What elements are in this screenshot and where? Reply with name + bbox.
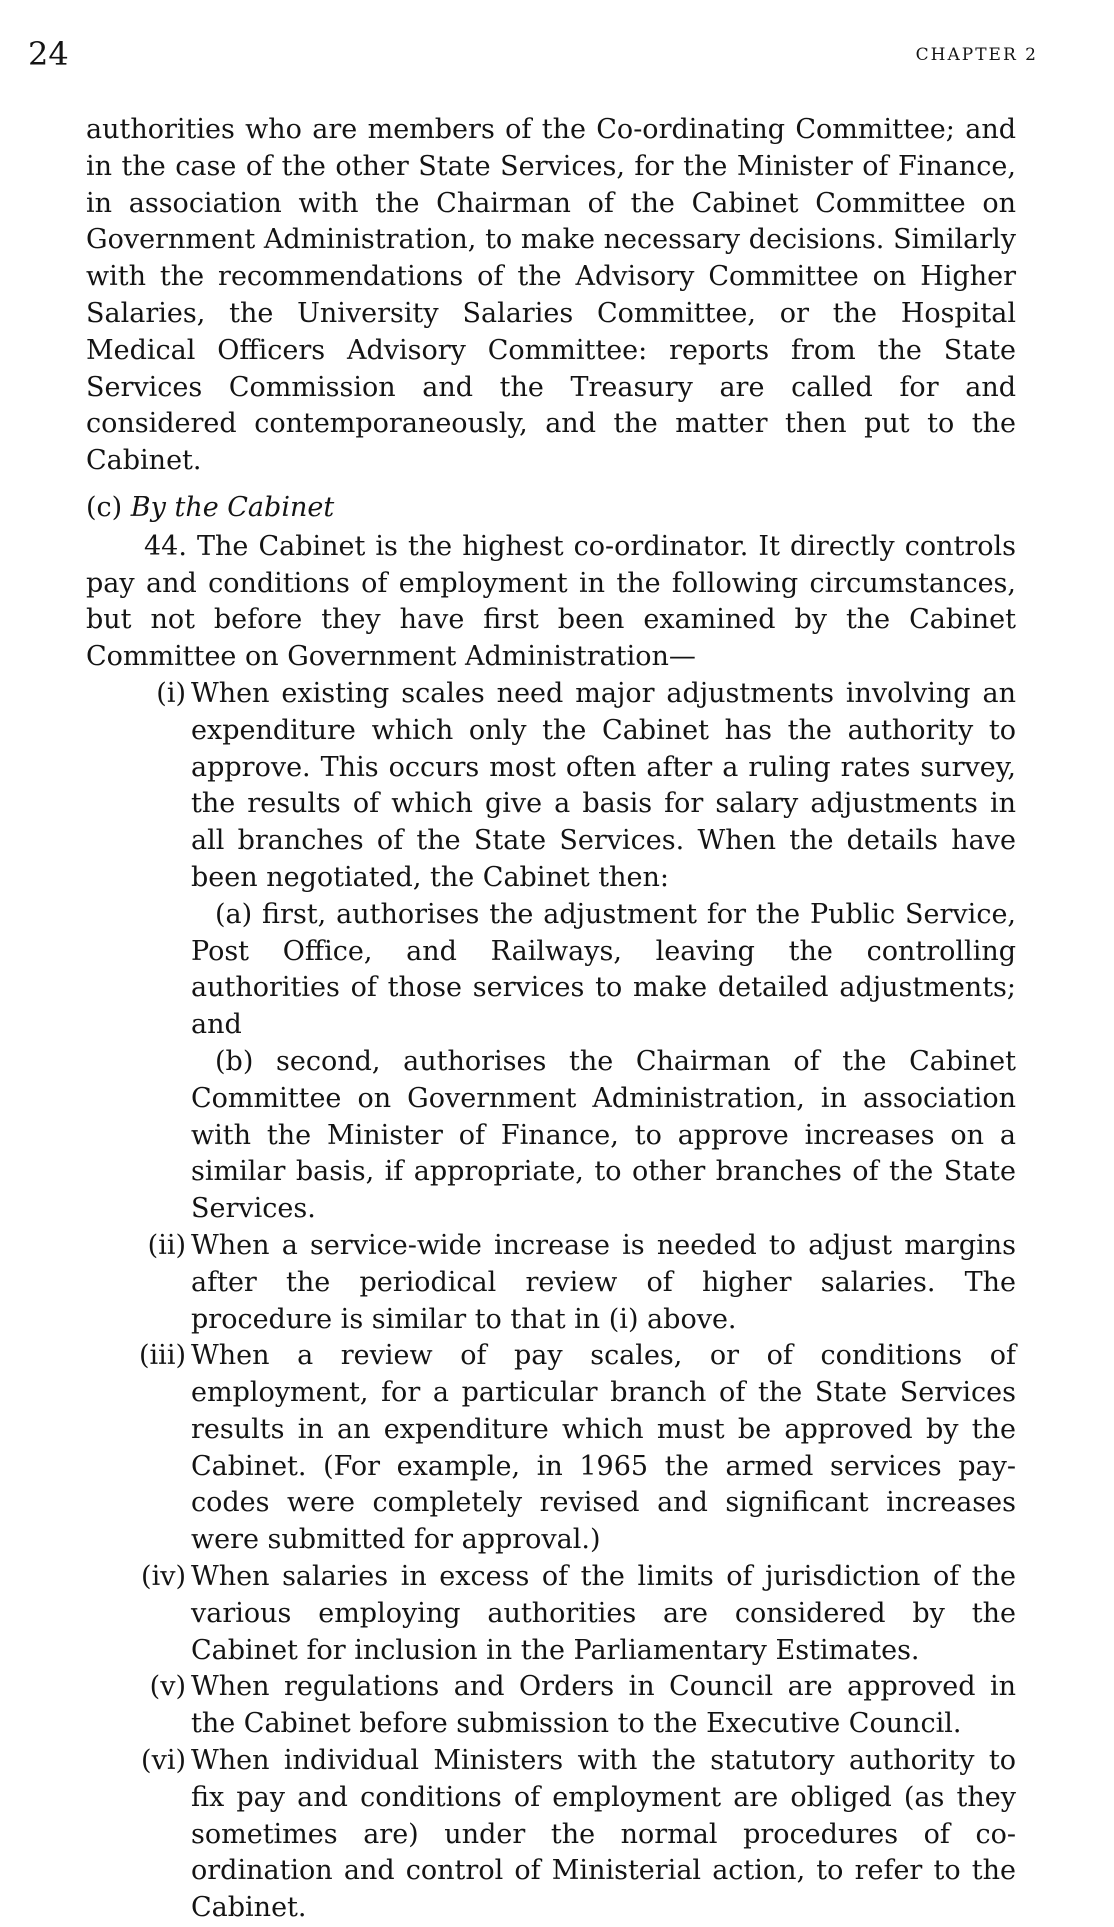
list-item-number: (v) [149,1671,186,1703]
sub-item-b: (b) second, authorises the Chairman of the Cabinet Committee on Government Administration, in association with the Minister of Finance, to approve increases on a similar basis, if appropriate, to other branches of the State Services. [191,1045,1016,1225]
list-item-number: (iii) [139,1340,186,1372]
list-item-number: (vi) [141,1745,186,1777]
list-item-text: When a review of pay scales, or of conditions of employment, for a particular branch of the State Services results in an expenditure which must be approved by the Cabinet. (For example, in 1965 the armed services pay-codes were completely revised and significant increases were submitted for approval.) [191,1340,1016,1556]
section-title: By the Cabinet [130,491,335,523]
sub-item-a: (a) first, authorises the adjustment for the Public Service, Post Office, and Railways, leaving the controlling authorities of those services to make detailed adjustments; and [191,898,1016,1041]
list-item-text: When regulations and Orders in Council are approved in the Cabinet before submission to the Executive Council. [191,1671,1016,1740]
page-header [28,34,1038,84]
section-heading [86,490,1016,527]
list-item-vi [86,1743,1016,1927]
body-text [86,112,1016,1927]
list-item-text: When existing scales need major adjustments involving an expenditure which only the Cabinet has the authority to approve. This occurs most often after a ruling rates survey, the results of which give a basis for salary adjustments in all branches of the State Services. When the details have been negotiated, the Cabinet then: [191,677,1016,893]
list-item-iii [86,1338,1016,1559]
list-item-text: When individual Ministers with the statutory authority to fix pay and conditions of employment are obliged (as they sometimes are) under the normal procedures of co-ordination and control of Ministerial action, to refer to the Cabinet. [191,1745,1016,1924]
list-item-text: When salaries in excess of the limits of jurisdiction of the various employing authorities are considered by the Cabinet for inclusion in the Parliamentary Estimates. [191,1561,1016,1666]
paragraph-44: 44. The Cabinet is the highest co-ordinator. It directly controls pay and conditions of employment in the following circumstances, but not before they have first been examined by the Cabinet Committee on Government Administration— [86,530,1016,673]
opening-paragraph: authorities who are members of the Co-ordinating Committee; and in the case of the other State Services, for the Minister of Finance, in association with the Chairman of the Cabinet Committee on Government Administration, to make necessary decisions. Similarly with the recommendations of the Advisory Committee on Higher Salaries, the University Salaries Committee, or the Hospital Medical Officers Advisory Committee: reports from the State Services Commission and the Treasury are called for and considered contemporaneously, and the matter then put to the Cabinet. [86,114,1016,477]
list-item-number: (i) [156,677,186,709]
list-item-text: When a service-wide increase is needed to adjust margins after the periodical review of higher salaries. The procedure is similar to that in (i) above. [191,1229,1016,1335]
list-item-ii [86,1228,1016,1338]
list-item-v [86,1669,1016,1743]
list-item-number: (ii) [147,1229,186,1261]
section-label: (c) [86,491,123,523]
page-number: 24 [28,35,69,73]
running-head: CHAPTER 2 [915,45,1038,65]
list-item-iv [86,1559,1016,1669]
list-item-i [86,676,1016,897]
list-item-number: (iv) [141,1561,186,1593]
